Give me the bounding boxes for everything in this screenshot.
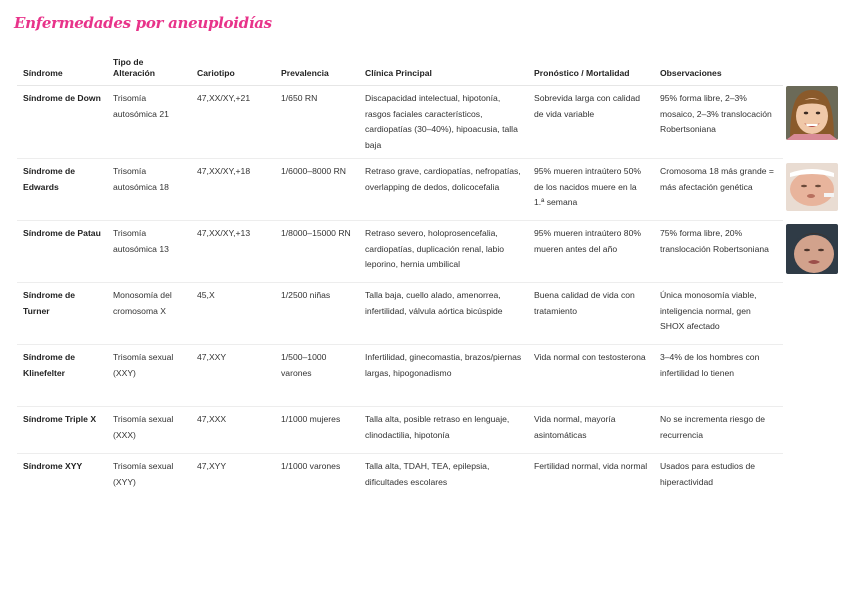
table-row: [17, 283, 783, 345]
cell-sindrome: Síndrome de Down: [17, 86, 107, 159]
cell-tipo: Trisomía autosómica 18: [107, 159, 191, 221]
page-title: Enfermedades por aneuploidías: [14, 14, 272, 32]
cell-tipo: Trisomía sexual (XXY): [107, 345, 191, 407]
cell-pronostico: Buena calidad de vida con tratamiento: [528, 283, 654, 345]
cell-clinica: Discapacidad intelectual, hipotonía, rasgos faciales característicos, cardiopatías (30–40%), hipoacusia, talla baja: [359, 86, 528, 159]
cell-pronostico: 95% mueren intraútero 50% de los nacidos muere en la 1.ª semana: [528, 159, 654, 221]
cell-pronostico: Vida normal, mayoría asintomáticas: [528, 407, 654, 454]
down-syndrome-photo: [786, 86, 838, 140]
cell-observaciones: Cromosoma 18 más grande = más afectación genética: [654, 159, 783, 221]
cell-observaciones: 75% forma libre, 20% translocación Robertsoniana: [654, 221, 783, 283]
table-row: [17, 159, 783, 221]
patau-syndrome-photo: [786, 224, 838, 274]
cell-observaciones: 95% forma libre, 2–3% mosaico, 2–3% translocación Robertsoniana: [654, 86, 783, 159]
cell-pronostico: 95% mueren intraútero 80% mueren antes del año: [528, 221, 654, 283]
cell-pronostico: Sobrevida larga con calidad de vida variable: [528, 86, 654, 159]
cell-cariotipo: 45,X: [191, 283, 275, 345]
cell-prevalencia: 1/8000–15000 RN: [275, 221, 359, 283]
cell-observaciones: No se incrementa riesgo de recurrencia: [654, 407, 783, 454]
aneuploidy-table: [17, 55, 783, 500]
cell-cariotipo: 47,XXY: [191, 345, 275, 407]
table-row: [17, 345, 783, 407]
header-clinica: Clínica Principal: [359, 55, 528, 86]
cell-prevalencia: 1/6000–8000 RN: [275, 159, 359, 221]
cell-observaciones: Usados para estudios de hiperactividad: [660, 461, 756, 487]
cell-tipo: Trisomía autosómica 13: [107, 221, 191, 283]
header-prevalencia: Prevalencia: [275, 55, 359, 86]
cell-clinica: Infertilidad, ginecomastia, brazos/piernas largas, hipogonadismo: [359, 345, 528, 407]
cell-observaciones: Única monosomía viable, inteligencia normal, gen SHOX afectado: [654, 283, 783, 345]
cell-prevalencia: 1/2500 niñas: [275, 283, 359, 345]
header-pronostico: Pronóstico / Mortalidad: [528, 55, 654, 86]
cell-cariotipo: 47,XXX: [191, 407, 275, 454]
cell-pronostico: Fertilidad normal, vida normal: [534, 461, 648, 471]
cell-tipo: Monosomía del cromosoma X: [107, 283, 191, 345]
cell-tipo: Trisomía sexual (XXX): [107, 407, 191, 454]
cell-sindrome: Síndrome XYY: [23, 461, 83, 471]
cell-clinica: Talla alta, posible retraso en lenguaje, clinodactilia, hipotonía: [359, 407, 528, 454]
cell-sindrome: Síndrome de Patau: [17, 221, 107, 283]
table-row: [17, 407, 783, 454]
cell-observaciones: 3–4% de los hombres con infertilidad lo tienen: [654, 345, 783, 407]
cell-sindrome: Síndrome de Klinefelter: [17, 345, 107, 407]
cell-prevalencia: 1/1000 mujeres: [275, 407, 359, 454]
cell-cariotipo: 47,XX/XY,+21: [191, 86, 275, 159]
cell-cariotipo: 47,XX/XY,+18: [191, 159, 275, 221]
cell-sindrome: Síndrome Triple X: [17, 407, 107, 454]
cell-clinica: Retraso severo, holoprosencefalia, cardiopatías, duplicación renal, labio leporino, hernia umbilical: [359, 221, 528, 283]
cell-clinica: Talla alta, TDAH, TEA, epilepsia, dificultades escolares: [365, 461, 490, 487]
cell-prevalencia: 1/650 RN: [275, 86, 359, 159]
cell-sindrome: Síndrome de Edwards: [17, 159, 107, 221]
header-sindrome: Síndrome: [17, 55, 107, 86]
header-tipo: Tipo de Alteración: [107, 55, 191, 86]
table-row: [17, 454, 783, 501]
table-row: [17, 221, 783, 283]
cell-tipo: Trisomía sexual (XYY): [113, 461, 174, 487]
cell-cariotipo: 47,XX/XY,+13: [191, 221, 275, 283]
cell-tipo: Trisomía autosómica 21: [107, 86, 191, 159]
cell-clinica: Talla baja, cuello alado, amenorrea, infertilidad, válvula aórtica bicúspide: [359, 283, 528, 345]
table-header-row: [17, 55, 783, 86]
cell-sindrome: Síndrome de Turner: [17, 283, 107, 345]
cell-clinica: Retraso grave, cardiopatías, nefropatías, overlapping de dedos, dolicocefalia: [359, 159, 528, 221]
header-cariotipo: Cariotipo: [191, 55, 275, 86]
cell-cariotipo: 47,XYY: [197, 461, 227, 471]
header-observaciones: Observaciones: [654, 55, 783, 86]
cell-prevalencia: 1/500–1000 varones: [275, 345, 359, 407]
edwards-syndrome-photo: [786, 163, 838, 211]
cell-prevalencia: 1/1000 varones: [281, 461, 341, 471]
table-row: [17, 86, 783, 159]
cell-pronostico: Vida normal con testosterona: [528, 345, 654, 407]
